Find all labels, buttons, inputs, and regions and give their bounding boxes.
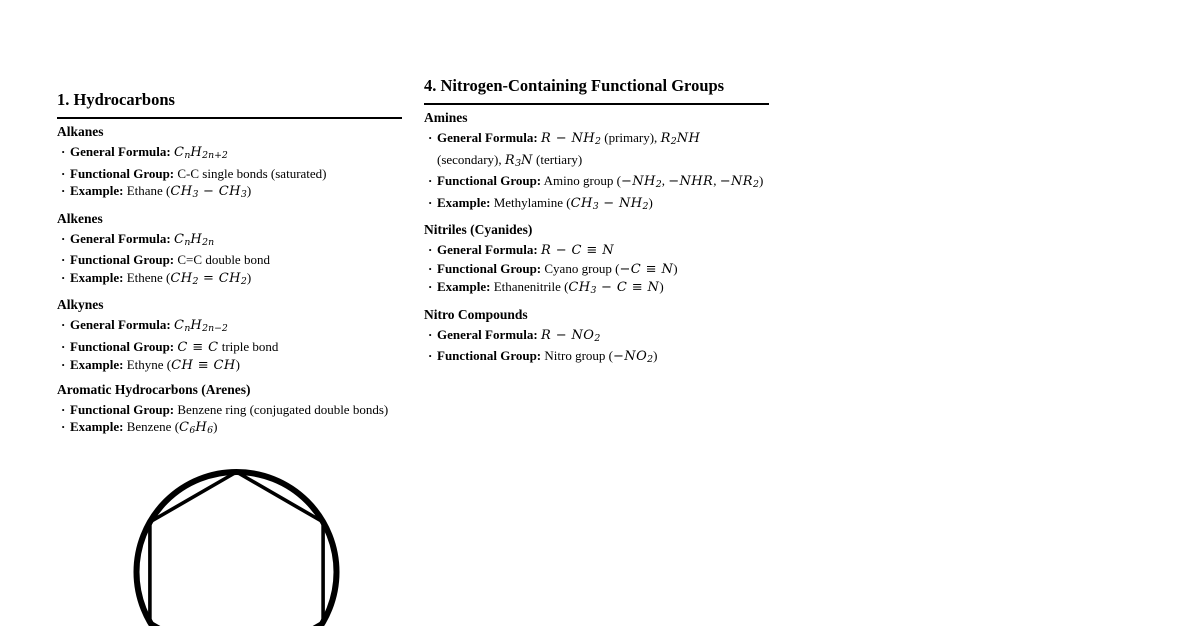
list-item: · General Formula: $C_nH_{2n+2}$ (57, 143, 402, 165)
section-alkenes (57, 210, 402, 291)
list-item: · General Formula: R − C ≡ N (424, 241, 769, 260)
list-item: · Example: Ethene $(CH_2 = CH_2)$ (57, 269, 402, 291)
subsection-heading: Alkanes (57, 124, 104, 139)
subsection-heading: Amines (424, 110, 468, 125)
list-item: · Functional Group: Benzene ring (conjugated double bonds) (57, 401, 402, 419)
list-item: · Example: Benzene $(C_6H_6)$ (57, 418, 402, 440)
list-item: · Functional Group: C-C single bonds (saturated) (57, 165, 402, 183)
subsection-heading: Alkenes (57, 210, 103, 226)
bullet-list (57, 230, 402, 291)
section-aromatic-hydrocarbons (57, 381, 402, 440)
section-amines (424, 109, 769, 215)
bullet-list (424, 129, 769, 215)
list-item: · Example: Ethane $(CH_3 - CH_3)$ (57, 182, 402, 204)
list-item: · Functional Group: C ≡ C triple bond (57, 338, 402, 357)
section-nitro-compounds (424, 306, 769, 369)
section-alkanes (57, 123, 402, 204)
list-item: · Functional Group: Amino group ($-NH_2$, −NHR, $-NR_2$) (424, 172, 769, 194)
subsection-heading: Nitro Compounds (424, 306, 528, 322)
benzene-circle (137, 472, 337, 626)
column-hydrocarbons (57, 90, 402, 440)
bullet-list (57, 143, 402, 204)
list-item: · Example: Ethyne (CH ≡ CH) (57, 356, 402, 375)
subsection-heading: Nitriles (Cyanides) (424, 222, 533, 238)
list-item: · General Formula: $C_nH_{2n}$ (57, 230, 402, 252)
bullet-list (424, 326, 769, 369)
subsection-heading: Aromatic Hydrocarbons (Arenes) (57, 381, 251, 397)
bullet-list (424, 241, 769, 300)
bullet-list (57, 316, 402, 375)
column-nitrogen-groups (424, 76, 769, 369)
subsection-heading: Alkynes (57, 297, 104, 313)
section-title-nitrogen-groups: 4. Nitrogen-Containing Functional Groups (424, 76, 769, 105)
list-item: · General Formula: $R - NO_2$ (424, 326, 769, 348)
list-item: · General Formula: $R - NH_2$ (primary), $R_2NH$ (secondary), $R_3N$ (tertiary) (424, 129, 769, 172)
list-item: · Functional Group: Nitro group $(-NO_2)$ (424, 347, 769, 369)
section-nitriles (424, 221, 769, 300)
section-title-hydrocarbons: 1. Hydrocarbons (57, 90, 402, 119)
list-item: · Example: Ethanenitrile $(CH_3 - C \equiv N)$ (424, 278, 769, 300)
benzene-figure (125, 455, 360, 626)
section-alkynes (57, 296, 402, 375)
list-item: · General Formula: $C_nH_{2n-2}$ (57, 316, 402, 338)
list-item: · Functional Group: Cyano group (−C ≡ N) (424, 260, 769, 279)
list-item: · Example: Methylamine $(CH_3 - NH_2)$ (424, 194, 769, 216)
list-item: · Functional Group: C=C double bond (57, 251, 402, 269)
bullet-list (57, 401, 402, 440)
